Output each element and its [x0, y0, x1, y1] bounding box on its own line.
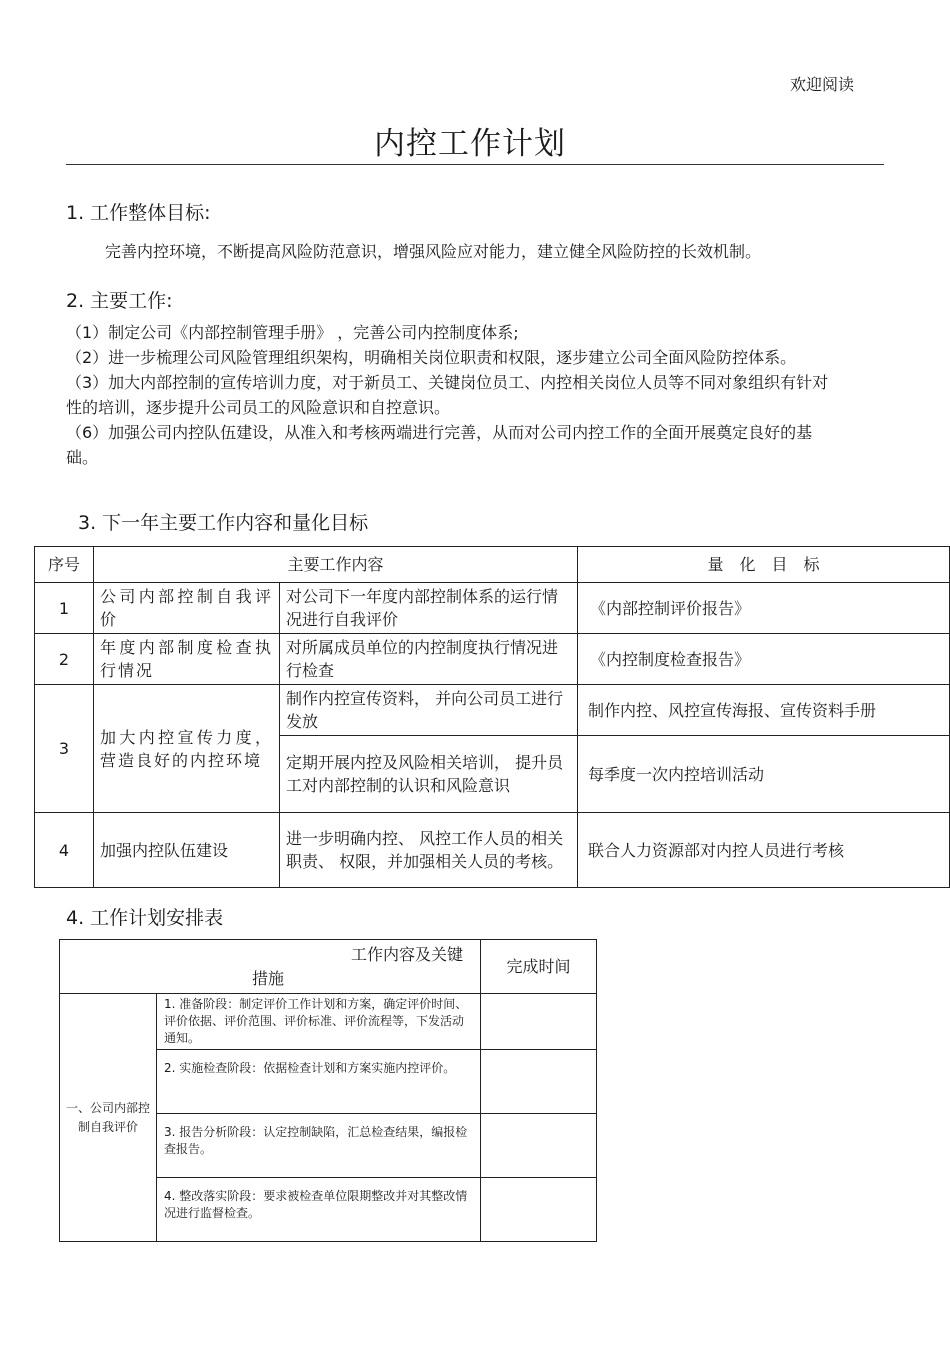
section2-heading: 2. 主要工作: [66, 290, 173, 312]
row-item: 公司内部控制自我评价 [94, 583, 280, 634]
header-target: 量 化 目 标 [578, 547, 950, 583]
table-row [60, 994, 597, 1050]
header-welcome: 欢迎阅读 [790, 75, 855, 94]
row-target: 《内控制度检查报告》 [578, 634, 950, 685]
list-item: （2）进一步梳理公司风险管理组织架构，明确相关岗位职责和权限，逐步建立公司全面风险防控体系。 [66, 348, 797, 367]
row-target: 每季度一次内控培训活动 [578, 736, 950, 813]
list-item: （1）制定公司《内部控制管理手册》 ，完善公司内控制度体系; [66, 323, 519, 342]
main-work-list [66, 320, 836, 470]
header-measures [60, 940, 481, 994]
section1-text: 完善内控环境，不断提高风险防范意识，增强风险应对能力，建立健全风险防控的长效机制。 [105, 242, 762, 261]
document-title: 内控工作计划 [374, 126, 566, 162]
table-row [35, 685, 950, 736]
stage-text: 1. 准备阶段：制定评价工作计划和方案，确定评价时间、评价依据、评价范围、评价标准、评价流程等，下发活动通知。 [157, 994, 481, 1050]
row-no: 2 [35, 634, 94, 685]
section3-heading: 3. 下一年主要工作内容和量化目标 [78, 512, 369, 534]
quantified-goals-table [34, 546, 950, 888]
list-item: （6）加强公司内控队伍建设，从准入和考核两端进行完善，从而对公司内控工作的全面开展奠定良好的基础。 [66, 423, 813, 467]
row-item: 年度内部制度检查执行情况 [94, 634, 280, 685]
row-detail: 进一步明确内控、 风控工作人员的相关职责、 权限，并加强相关人员的考核。 [280, 813, 578, 888]
stage-time [481, 1114, 597, 1178]
stage-time [481, 994, 597, 1050]
header-content: 主要工作内容 [94, 547, 578, 583]
table-header-row [60, 940, 597, 994]
row-detail: 定期开展内控及风险相关培训， 提升员工对内部控制的认识和风险意识 [280, 736, 578, 813]
header-measures-line1: 工作内容及关键 [350, 944, 463, 964]
header-no: 序号 [35, 547, 94, 583]
schedule-table [59, 939, 597, 1242]
row-item: 加大内控宣传力度，营造良好的内控环境 [94, 685, 280, 813]
header-measures-line2: 措施 [252, 968, 285, 988]
section1-heading: 1. 工作整体目标: [66, 202, 211, 224]
row-item: 加强内控队伍建设 [94, 813, 280, 888]
row-detail: 对所属成员单位的内控制度执行情况进行检查 [280, 634, 578, 685]
table-row [35, 634, 950, 685]
section4-heading: 4. 工作计划安排表 [66, 907, 224, 929]
stage-text: 2. 实施检查阶段：依据检查计划和方案实施内控评价。 [157, 1050, 481, 1114]
table-header-row [35, 547, 950, 583]
row-target: 《内部控制评价报告》 [578, 583, 950, 634]
table-row [35, 813, 950, 888]
row-no: 3 [35, 685, 94, 813]
stage-text: 4. 整改落实阶段：要求被检查单位限期整改并对其整改情况进行监督检查。 [157, 1178, 481, 1242]
row-detail: 对公司下一年度内部控制体系的运行情况进行自我评价 [280, 583, 578, 634]
stage-time [481, 1050, 597, 1114]
row-target: 制作内控、风控宣传海报、宣传资料手册 [578, 685, 950, 736]
row-target: 联合人力资源部对内控人员进行考核 [578, 813, 950, 888]
row-no: 1 [35, 583, 94, 634]
stage-text: 3. 报告分析阶段：认定控制缺陷，汇总检查结果，编报检查报告。 [157, 1114, 481, 1178]
stage-time [481, 1178, 597, 1242]
schedule-group: 一、公司内部控制自我评价 [60, 994, 157, 1242]
table-row [35, 583, 950, 634]
row-detail: 制作内控宣传资料， 并向公司员工进行发放 [280, 685, 578, 736]
header-completion-time: 完成时间 [481, 940, 597, 994]
title-divider [66, 164, 884, 165]
row-no: 4 [35, 813, 94, 888]
list-item: （3）加大内部控制的宣传培训力度，对于新员工、关键岗位员工、内控相关岗位人员等不同对象组织有针对性的培训，逐步提升公司员工的风险意识和自控意识。 [66, 373, 829, 417]
